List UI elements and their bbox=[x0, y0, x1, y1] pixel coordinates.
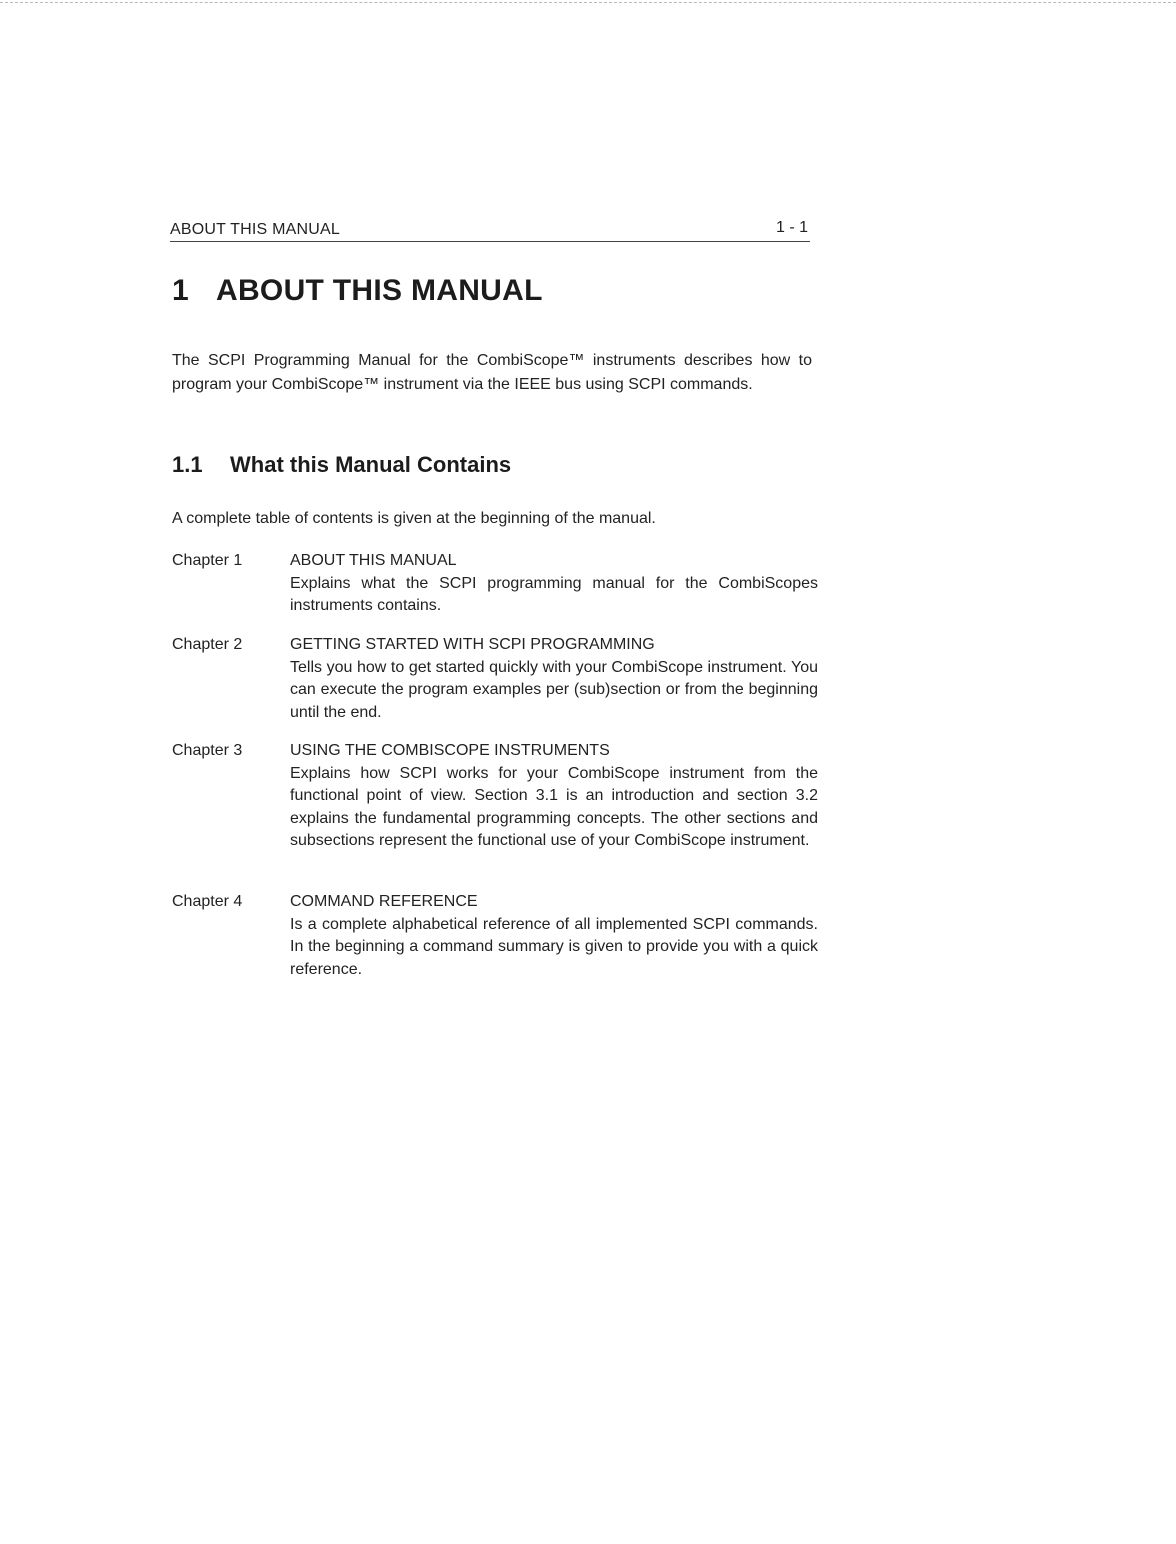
section-title-text: What this Manual Contains bbox=[230, 452, 512, 477]
page-number: 1 - 1 bbox=[775, 219, 808, 236]
running-header bbox=[170, 219, 810, 242]
intro-paragraph: The SCPI Programming Manual for the CombiScope™ instruments describes how to program your CombiScope™ instrument via the IEEE bus using SCPI commands. bbox=[172, 352, 812, 393]
chapter-entry-heading: COMMAND REFERENCE bbox=[290, 893, 478, 910]
chapter-entry-description: Explains what the SCPI programming manual for the CombiScopes instruments contains. bbox=[290, 574, 818, 614]
scan-edge-line bbox=[0, 2, 1176, 3]
chapter-entry-label: Chapter 2 bbox=[172, 636, 243, 653]
chapter-entry-heading: ABOUT THIS MANUAL bbox=[290, 552, 457, 569]
chapter-entry-description: Tells you how to get started quickly with your CombiScope instrument. You can execute the program examples per (sub)section or from the beginning until the end. bbox=[290, 658, 818, 721]
chapter-title bbox=[172, 274, 543, 308]
chapter-title-text: ABOUT THIS MANUAL bbox=[216, 274, 543, 307]
running-header-title: ABOUT THIS MANUAL bbox=[170, 221, 340, 238]
section-number: 1.1 bbox=[172, 452, 203, 477]
chapter-entry-label: Chapter 4 bbox=[172, 893, 243, 910]
chapter-entry-description: Explains how SCPI works for your CombiScope instrument from the functional point of view. Section 3.1 is an introduction and section 3.2 explains the fundamental programming concepts. The other sections and subsections represent the functional use of your CombiScope instrument. bbox=[290, 764, 818, 849]
section-title bbox=[172, 452, 511, 478]
section-paragraph: A complete table of contents is given at the beginning of the manual. bbox=[172, 510, 656, 527]
chapter-entry-label: Chapter 3 bbox=[172, 742, 243, 759]
chapter-entry-heading: GETTING STARTED WITH SCPI PROGRAMMING bbox=[290, 636, 655, 653]
chapter-entry-heading: USING THE COMBISCOPE INSTRUMENTS bbox=[290, 742, 610, 759]
chapter-entry-description: Is a complete alphabetical reference of all implemented SCPI commands. In the beginning a command summary is given to provide you with a quick reference. bbox=[290, 915, 818, 978]
chapter-number: 1 bbox=[172, 274, 189, 307]
chapter-entry-label: Chapter 1 bbox=[172, 552, 243, 569]
